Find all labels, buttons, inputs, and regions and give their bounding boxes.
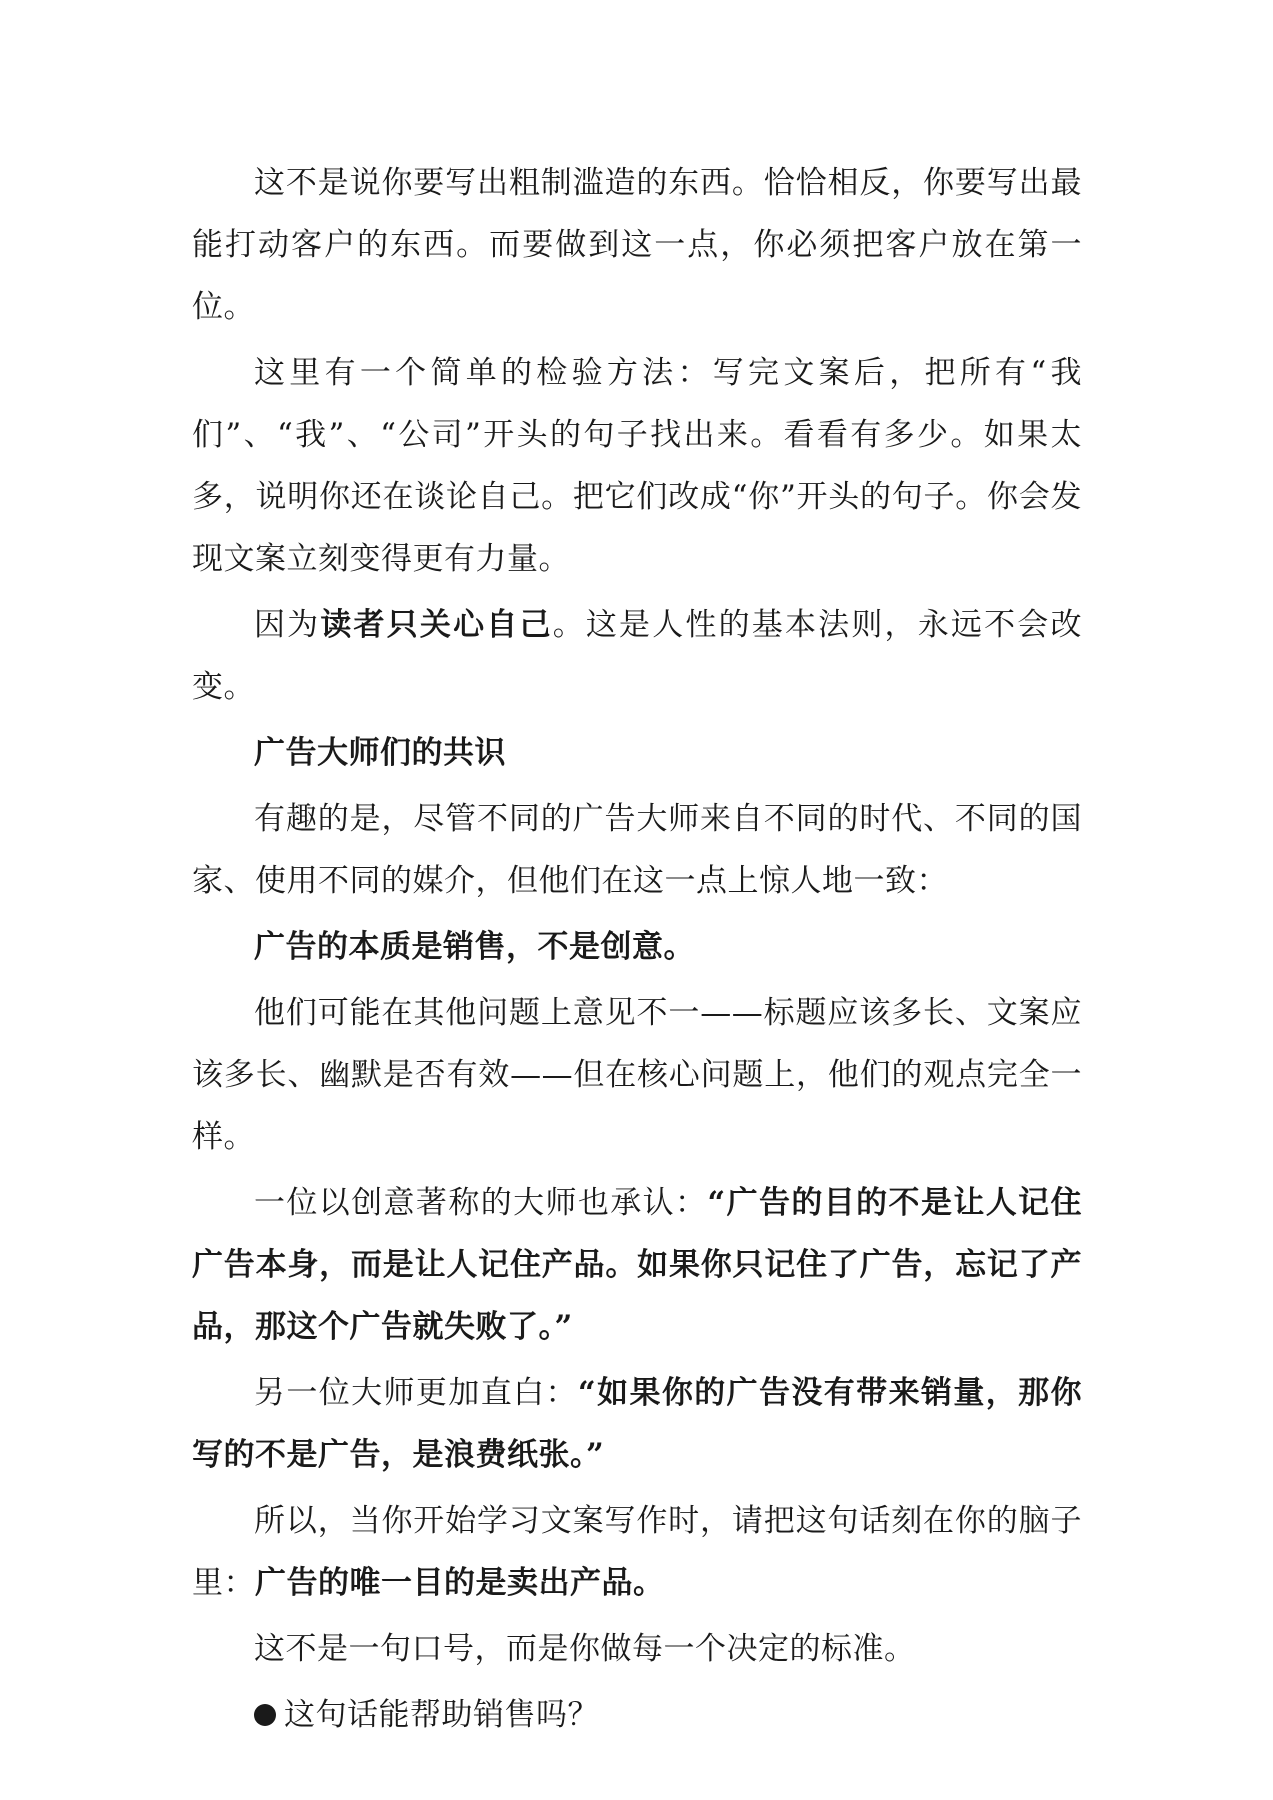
document-page [192, 152, 1082, 1746]
key-statement: 广告的本质是销售，不是创意。 [254, 929, 695, 965]
paragraph-1: 这不是说你要写出粗制滥造的东西。恰恰相反，你要写出最能打动客户的东西。而要做到这一点，你必须把客户放在第一位。 [192, 165, 1082, 325]
bullet-item-text: 这句话能帮助销售吗？ [284, 1697, 599, 1733]
paragraph-9-pre: 另一位大师更加直白： [254, 1375, 578, 1411]
paragraph-3-pre: 因为 [254, 607, 321, 643]
paragraph-3-bold: 读者只关心自己 [320, 607, 553, 643]
paragraph-9-quote: “如果你的广告没有带来销量，那你写的不是广告，是浪费纸张。” [192, 1375, 1082, 1473]
paragraph-2: 这里有一个简单的检验方法：写完文案后，把所有“我们”、“我”、“公司”开头的句子找出来。看看有多少。如果太多，说明你还在谈论自己。把它们改成“你”开头的句子。你会发现文案立刻变得更有力量。 [192, 355, 1082, 577]
paragraph-7: 他们可能在其他问题上意见不一——标题应该多长、文案应该多长、幽默是否有效——但在核心问题上，他们的观点完全一样。 [192, 995, 1082, 1155]
paragraph-5: 有趣的是，尽管不同的广告大师来自不同的时代、不同的国家、使用不同的媒介，但他们在这一点上惊人地一致： [192, 801, 1082, 899]
paragraph-3-post: 。这是人性的基本法则，永远不会改变。 [192, 607, 1082, 705]
bullet-dot-icon [254, 1704, 276, 1726]
paragraph-9 [192, 1362, 1082, 1486]
paragraph-3 [192, 594, 1082, 718]
paragraph-10 [192, 1490, 1082, 1614]
section-heading: 广告大师们的共识 [254, 735, 506, 771]
paragraph-8-quote: “广告的目的不是让人记住广告本身，而是让人记住产品。如果你只记住了广告，忘记了产品，那这个广告就失败了。” [192, 1185, 1082, 1345]
paragraph-8-pre: 一位以创意著称的大师也承认： [254, 1185, 708, 1221]
bullet-item [192, 1684, 1082, 1746]
paragraph-10-bold: 广告的唯一目的是卖出产品。 [255, 1565, 665, 1601]
paragraph-8 [192, 1172, 1082, 1358]
paragraph-11: 这不是一句口号，而是你做每一个决定的标准。 [254, 1631, 916, 1667]
paragraph-10-pre: 所以，当你开始学习文案写作时，请把这句话刻在你的脑子里： [192, 1503, 1082, 1601]
